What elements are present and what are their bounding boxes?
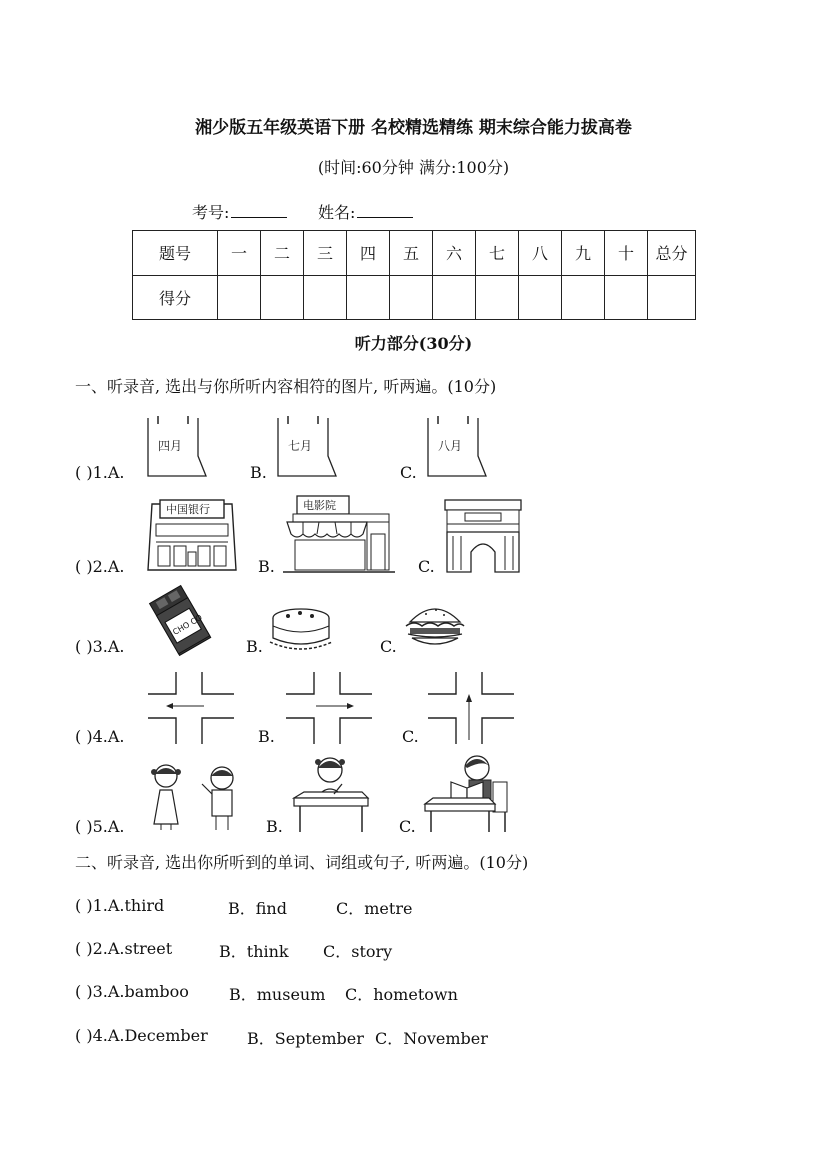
- score-input-cell[interactable]: [390, 275, 433, 320]
- q5-option-c: C.: [399, 817, 416, 836]
- score-input-cell[interactable]: [519, 275, 562, 320]
- p2-q3-option-b: B．museum: [229, 985, 326, 1004]
- q4-option-c: C.: [402, 727, 419, 746]
- score-table-score-row: [133, 275, 696, 320]
- score-cell: 十: [605, 231, 648, 276]
- q4-label: ( )4.A.: [75, 727, 125, 746]
- q2-option-b: B.: [258, 557, 275, 576]
- exam-no-field: [192, 200, 287, 223]
- hamburger-icon: [404, 602, 466, 650]
- name-blank: [357, 203, 413, 218]
- p2-q4-option-b: B．September: [247, 1029, 364, 1048]
- q2-option-c: C.: [418, 557, 435, 576]
- page-title: 湘少版五年级英语下册 名校精选精练 期末综合能力拔高卷: [195, 118, 632, 138]
- q2-label: ( )2.A.: [75, 557, 125, 576]
- exam-no-label: 考号:: [192, 203, 230, 222]
- score-cell: 题号: [133, 231, 218, 276]
- turn-right-road-icon: [284, 670, 374, 746]
- chocolate-bar-icon: [146, 586, 216, 654]
- q1-label: ( )1.A.: [75, 463, 125, 482]
- score-input-cell[interactable]: [476, 275, 519, 320]
- chocolate-label-text: CHO CO: [171, 612, 204, 637]
- children-talking-icon: [146, 762, 242, 832]
- score-input-cell[interactable]: [648, 275, 696, 320]
- part2-title: 二、听录音, 选出你所听到的单词、词组或句子, 听两遍。(10分): [75, 853, 529, 872]
- p2-q2-option-c: C．story: [323, 942, 393, 961]
- name-label: 姓名:: [318, 203, 356, 222]
- p2-q4-option-c: C．November: [375, 1029, 488, 1048]
- score-cell: 七: [476, 231, 519, 276]
- p2-q2-label: ( )2.A.street: [75, 939, 173, 958]
- score-cell: 五: [390, 231, 433, 276]
- p2-q3-option-c: C．hometown: [345, 985, 458, 1004]
- listening-section-title: 听力部分(30分): [354, 334, 473, 353]
- turn-left-road-icon: [146, 670, 236, 746]
- p2-q4-label: ( )4.A.December: [75, 1026, 208, 1045]
- p2-q3-label: ( )3.A.bamboo: [75, 982, 189, 1001]
- score-cell: 四: [347, 231, 390, 276]
- name-field: [318, 200, 413, 223]
- exam-no-blank: [231, 203, 287, 218]
- p2-q1-option-b: B．find: [228, 899, 287, 918]
- score-input-cell[interactable]: [433, 275, 476, 320]
- part1-title: 一、听录音, 选出与你所听内容相符的图片, 听两遍。(10分): [75, 377, 497, 396]
- score-input-cell[interactable]: [347, 275, 390, 320]
- score-cell: 九: [562, 231, 605, 276]
- cinema-building-icon: [283, 494, 395, 574]
- score-cell: 二: [261, 231, 304, 276]
- score-cell: 总分: [648, 231, 696, 276]
- p2-q1-option-c: C．metre: [336, 899, 413, 918]
- score-table-header-row: [133, 231, 696, 276]
- calendar-c-text: 八月: [438, 439, 463, 453]
- score-cell: 八: [519, 231, 562, 276]
- calendar-a-text: 四月: [158, 439, 183, 453]
- score-input-cell[interactable]: [218, 275, 261, 320]
- q1-option-b: B.: [250, 463, 267, 482]
- q3-label: ( )3.A.: [75, 637, 125, 656]
- boy-reading-icon: [423, 752, 513, 834]
- q1-option-c: C.: [400, 463, 417, 482]
- q4-option-b: B.: [258, 727, 275, 746]
- score-input-cell[interactable]: [605, 275, 648, 320]
- score-input-cell[interactable]: [304, 275, 347, 320]
- score-cell: 一: [218, 231, 261, 276]
- score-input-cell[interactable]: [261, 275, 304, 320]
- q5-label: ( )5.A.: [75, 817, 125, 836]
- score-cell: 三: [304, 231, 347, 276]
- q3-option-c: C.: [380, 637, 397, 656]
- cinema-sign-text: 电影院: [303, 499, 336, 512]
- calendar-august-icon: [426, 416, 490, 478]
- q3-option-b: B.: [246, 637, 263, 656]
- go-straight-road-icon: [426, 670, 516, 746]
- arch-gate-icon: [443, 498, 523, 574]
- calendar-april-icon: [146, 416, 210, 478]
- calendar-b-text: 七月: [288, 439, 313, 453]
- calendar-july-icon: [276, 416, 340, 478]
- q5-option-b: B.: [266, 817, 283, 836]
- girl-writing-icon: [290, 754, 370, 834]
- score-row-label: 得分: [133, 275, 218, 320]
- cake-icon: [270, 604, 332, 652]
- exam-subtitle: (时间:60分钟 满分:100分): [317, 158, 510, 177]
- p2-q1-label: ( )1.A.third: [75, 896, 165, 915]
- score-table: [132, 230, 696, 320]
- bank-sign-text: 中国银行: [166, 503, 210, 516]
- p2-q2-option-b: B．think: [219, 942, 289, 961]
- score-cell: 六: [433, 231, 476, 276]
- bank-building-icon: [146, 498, 238, 574]
- score-input-cell[interactable]: [562, 275, 605, 320]
